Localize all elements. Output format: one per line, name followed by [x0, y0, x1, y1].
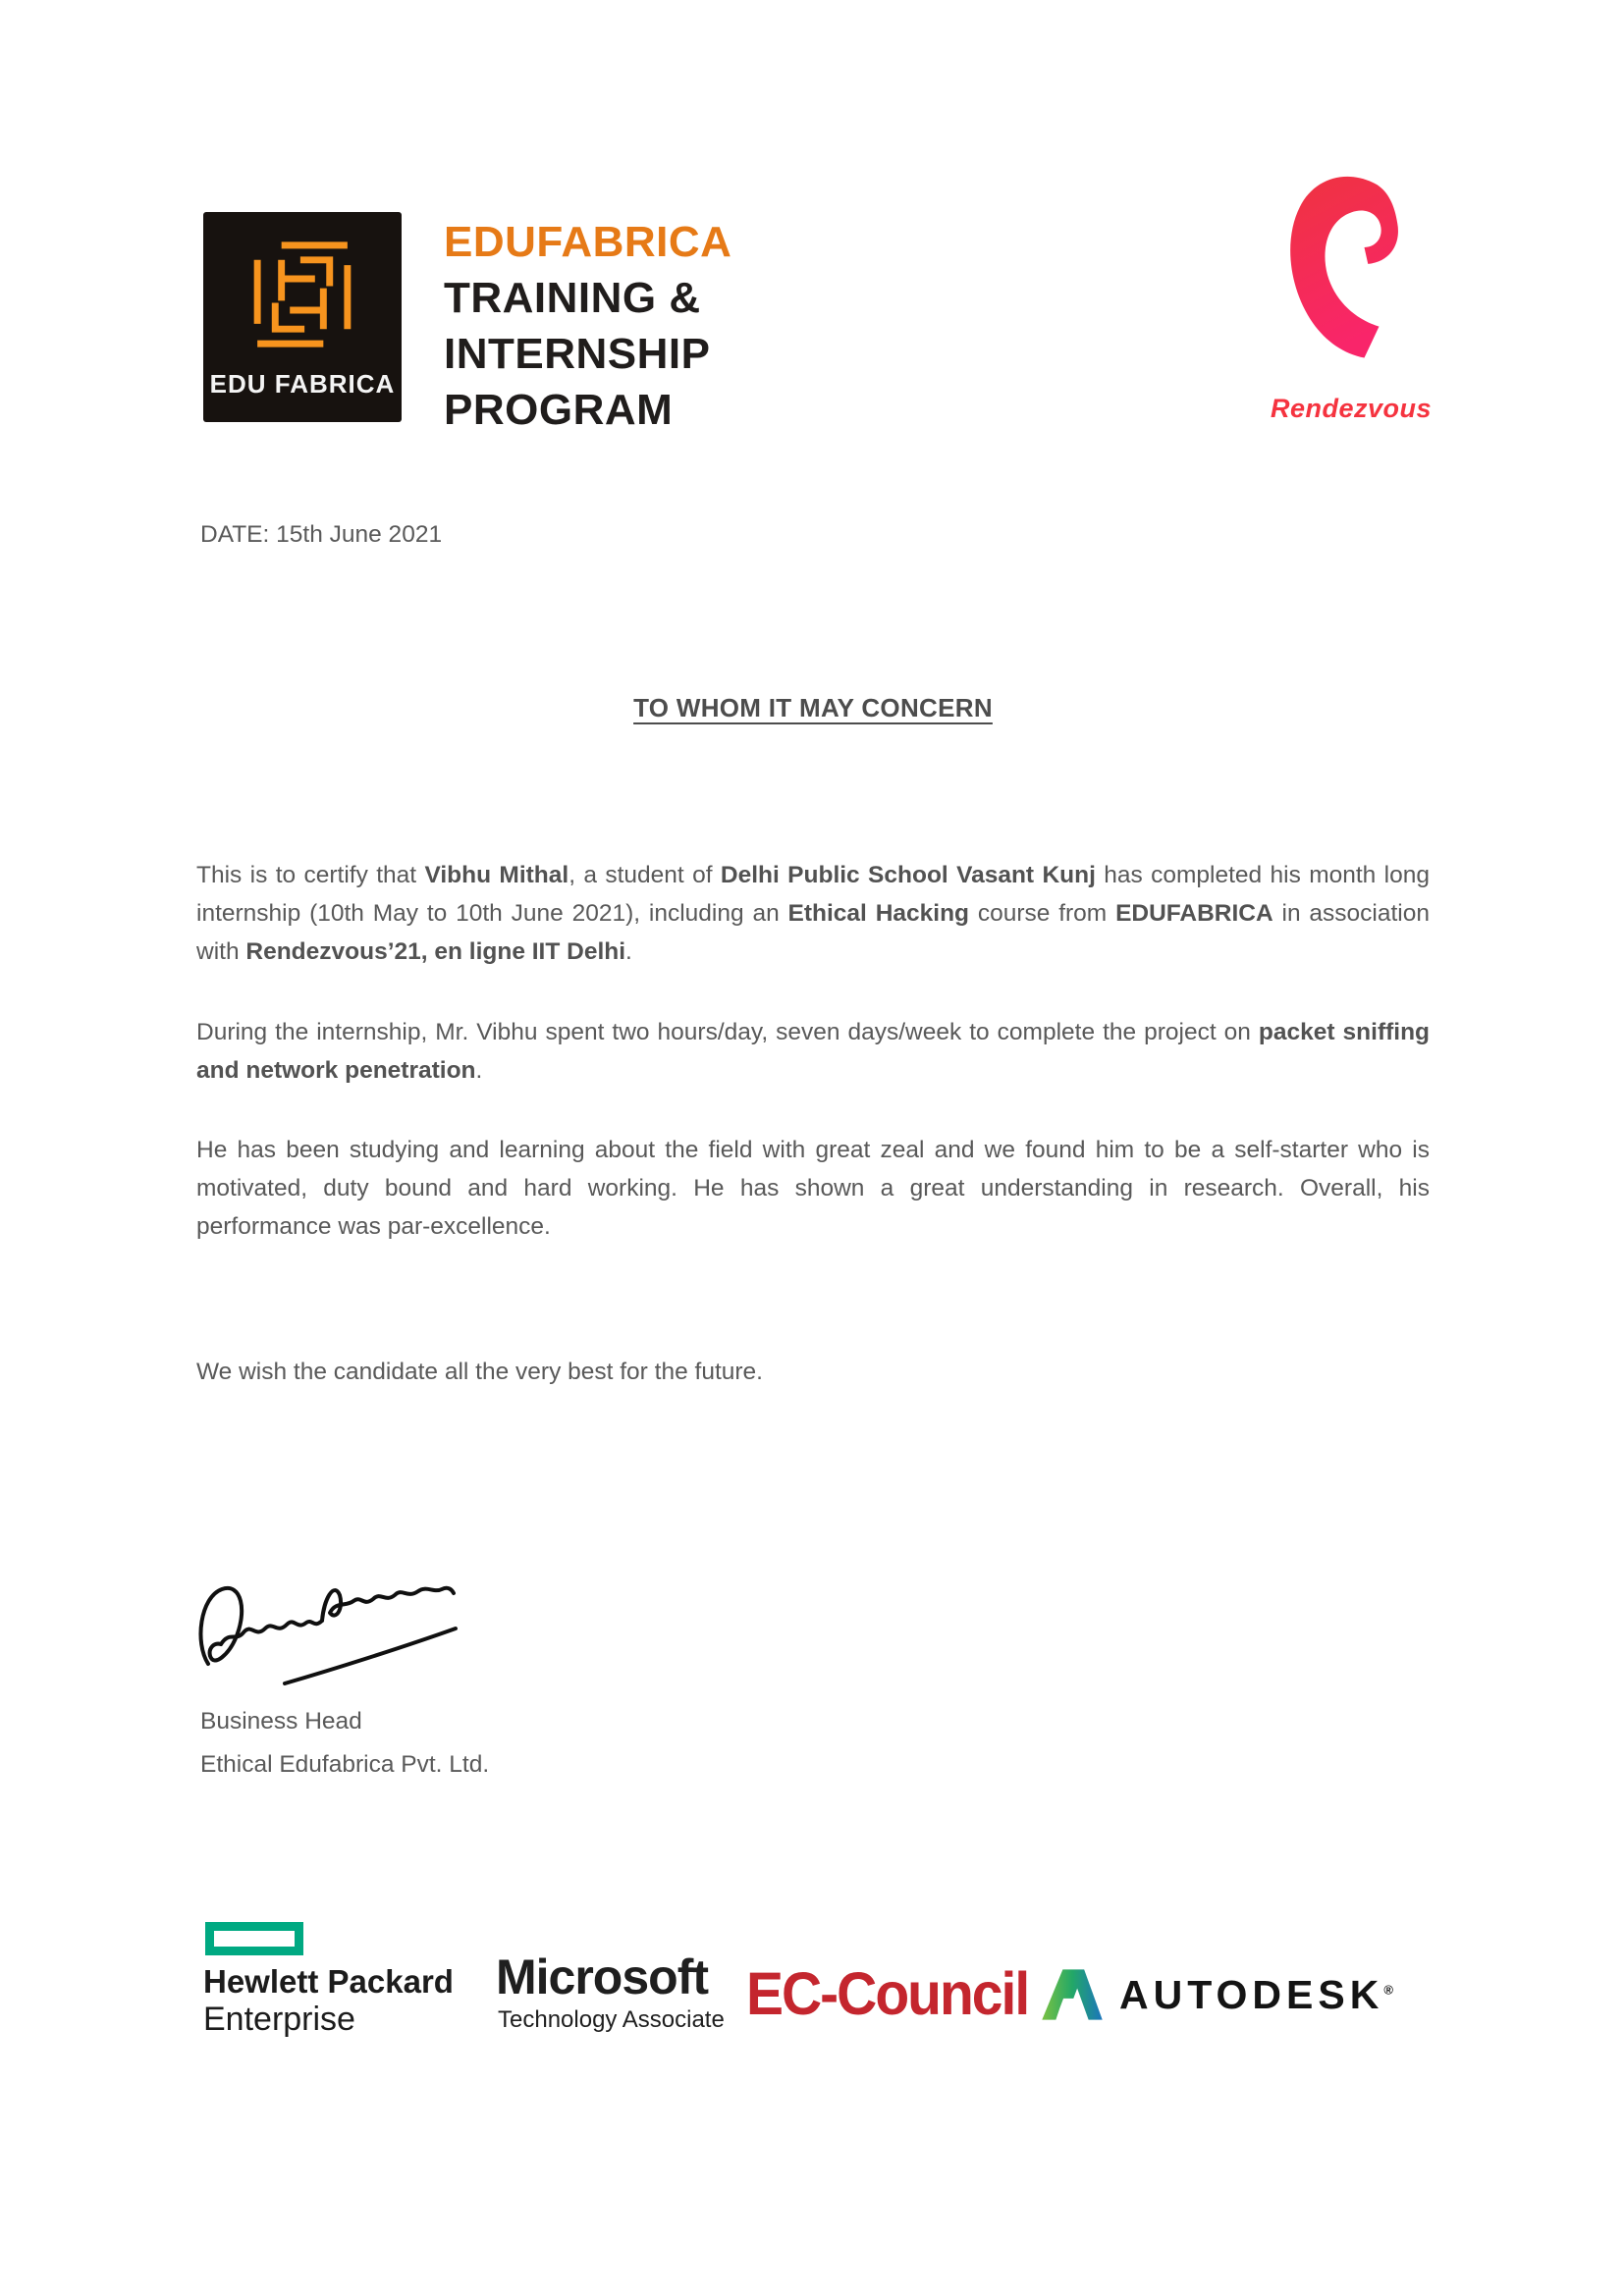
- ec-council-logo-name: EC-Council: [746, 1960, 1029, 2029]
- autodesk-logo-name: [1119, 1972, 1393, 2018]
- rendezvous-ribbon-icon: [1269, 165, 1416, 389]
- hpe-rectangle-icon: [205, 1922, 303, 1955]
- paragraph-project: During the internship, Mr. Vibhu spent two hours/day, seven days/week to complete the project on packet sniffing and network penetration.: [196, 1019, 1430, 1084]
- hpe-logo-line2: Enterprise: [203, 2001, 355, 2038]
- letter-heading: TO WHOM IT MAY CONCERN: [633, 693, 993, 722]
- microsoft-logo-subtitle: Technology Associate: [498, 2006, 725, 2033]
- header-title-line3: INTERNSHIP: [444, 330, 711, 378]
- header-title: [444, 214, 731, 438]
- hpe-logo-line1: Hewlett Packard: [203, 1963, 454, 2000]
- paragraph-certify: This is to certify that Vibhu Mithal, a student of Delhi Public School Vasant Kunj has completed his month long internship (10th May to 10th June 2021), including an Ethical Hacking course from EDUFABRICA in association with Rendezvous’21, en ligne IIT Delhi.: [196, 862, 1430, 965]
- header-title-line1: EDUFABRICA: [444, 218, 732, 266]
- handwritten-signature-icon: [194, 1569, 469, 1696]
- signature-image: [194, 1569, 469, 1701]
- paragraph-appraisal: He has been studying and learning about the field with great zeal and we found him to be a self-starter who is motivated, duty bound and hard working. He has shown a great understanding in research. Overall, his performance was par-excellence.: [196, 1137, 1430, 1240]
- microsoft-logo-name: Microsoft: [496, 1949, 708, 2004]
- header-title-line4: PROGRAM: [444, 386, 674, 434]
- autodesk-logo: [1041, 1966, 1393, 2023]
- rendezvous-logo: [1269, 165, 1435, 424]
- autodesk-wordmark: AUTODESK: [1119, 1971, 1384, 2017]
- date-line: DATE: 15th June 2021: [200, 521, 443, 548]
- signatory-role: Business Head: [200, 1708, 362, 1735]
- microsoft-logo: [496, 1951, 725, 2034]
- autodesk-mark-icon: [1041, 1966, 1104, 2023]
- edufabrica-logo-label: EDU FABRICA: [209, 369, 396, 399]
- ec-council-logo: [746, 1959, 1029, 2029]
- closing-line: We wish the candidate all the very best for the future.: [196, 1359, 763, 1385]
- hpe-logo: [203, 1922, 454, 2039]
- letter-heading-wrap: [196, 693, 1430, 723]
- edufabrica-maze-icon: [240, 232, 365, 357]
- edufabrica-logo: [203, 212, 402, 422]
- header-title-line2: TRAINING &: [444, 274, 701, 322]
- autodesk-registered-mark: ®: [1383, 1981, 1393, 1997]
- rendezvous-logo-label: Rendezvous: [1271, 394, 1433, 423]
- signatory-company: Ethical Edufabrica Pvt. Ltd.: [200, 1751, 490, 1778]
